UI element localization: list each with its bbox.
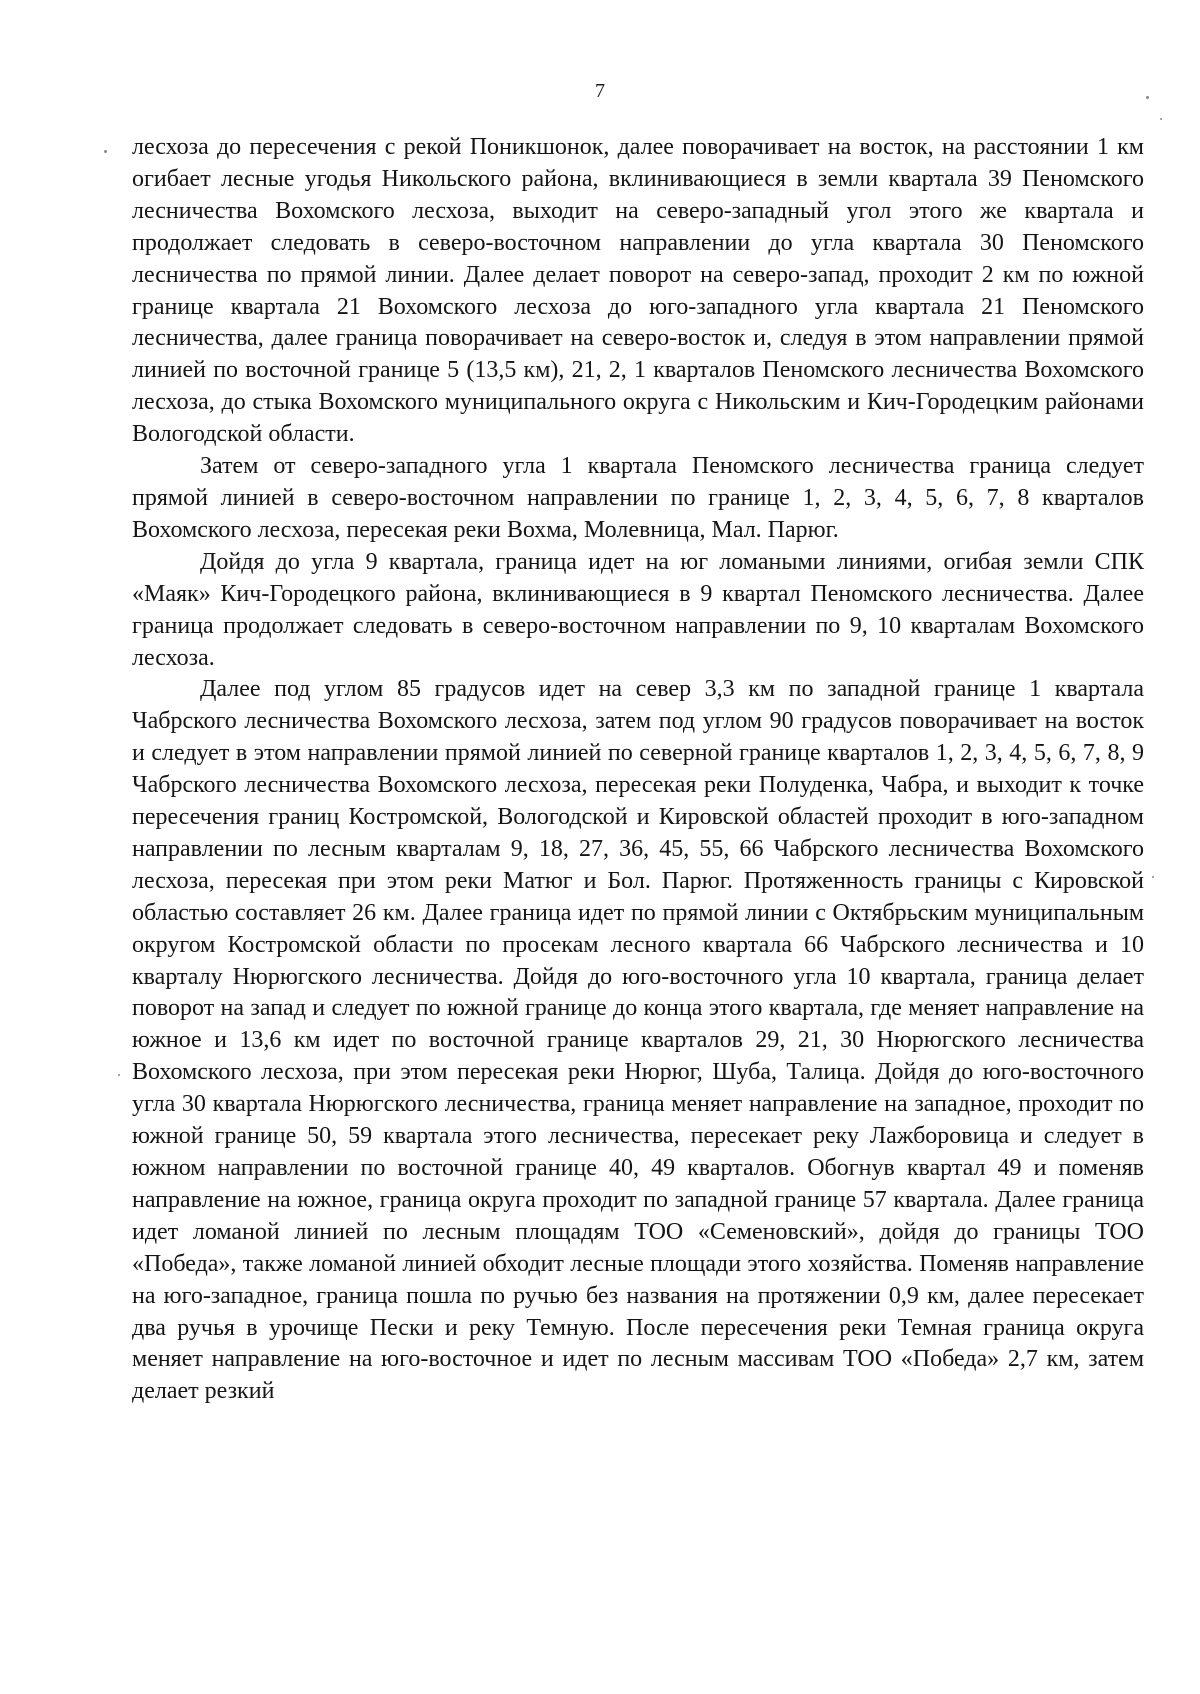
scan-speck	[104, 150, 107, 153]
page-number: 7	[595, 80, 605, 102]
paragraph: Затем от северо-западного угла 1 квартала Пеномского лесничества граница следует прямой линией в северо-восточном направлении по границе 1, 2, 3, 4, 5, 6, 7, 8 кварталов Вохомского лесхоза, пересекая реки Вохма, Молевница, Мал. Парюг.	[132, 453, 1144, 543]
scan-speck	[1146, 96, 1149, 99]
scan-speck	[118, 1074, 120, 1076]
scan-speck	[1160, 118, 1162, 120]
scan-speck	[1152, 876, 1154, 878]
paragraph: Дойдя до угла 9 квартала, граница идет на юг ломаными линиями, огибая земли СПК «Маяк» Кич-Городецкого района, вклинивающиеся в 9 квартал Пеномского лесничества. Далее граница продолжает следовать в северо-восточном направлении по 9, 10 кварталам Вохомского лесхоза.	[132, 548, 1144, 671]
paragraph: Далее под углом 85 градусов идет на север 3,3 км по западной границе 1 квартала Чабрского лесничества Вохомского лесхоза, затем под углом 90 градусов поворачивает на восток и следует в этом направлении прямой линией по северной границе кварталов 1, 2, 3, 4, 5, 6, 7, 8, 9 Чабрского лесничества Вохомского лесхоза, пересекая реки Полуденка, Чабра, и выходит к точке пересечения границ Костромской, Вологодской и Кировской областей проходит в юго-западном направлении по лесным кварталам 9, 18, 27, 36, 45, 55, 66 Чабрского лесничества Вохомского лесхоза, пересекая при этом реки Матюг и Бол. Парюг. Протяженность границы с Кировской областью составляет 26 км. Далее граница идет по прямой линии с Октябрьским муниципальным округом Костромской области по просекам лесного квартала 66 Чабрского лесничества и 10 кварталу Нюрюгского лесничества. Дойдя до юго-восточного угла 10 квартала, граница делает поворот на запад и следует по южной границе до конца этого квартала, где меняет направление на южное и 13,6 км идет по восточной границе кварталов 29, 21, 30 Нюрюгского лесничества Вохомского лесхоза, при этом пересекая реки Нюрюг, Шуба, Талица. Дойдя до юго-восточного угла 30 квартала Нюрюгского лесничества, граница меняет направление на западное, проходит по южной границе 50, 59 квартала этого лесничества, пересекает реку Лажборовица и следует в южном направлении по восточной границе 40, 49 кварталов. Обогнув квартал 49 и поменяв направление на южное, граница округа проходит по западной границе 57 квартала. Далее граница идет ломаной линией по лесным площадям ТОО «Семеновский», дойдя до границы ТОО «Победа», также ломаной линией обходит лесные площади этого хозяйства. Поменяв направление на юго-западное, граница пошла по ручью без названия на протяжении 0,9 км, далее пересекает два ручья в урочище Пески и реку Темную. После пересечения реки Темная граница округа меняет направление на юго-восточное и идет по лесным массивам ТОО «Победа» 2,7 км, затем делает резкий	[132, 676, 1144, 1405]
body-text	[132, 132, 1144, 1408]
paragraph: лесхоза до пересечения с рекой Поникшонок, далее поворачивает на восток, на расстоянии 1 км огибает лесные угодья Никольского района, вклинивающиеся в земли квартала 39 Пеномского лесничества Вохомского лесхоза, выходит на северо-западный угол этого же квартала и продолжает следовать в северо-восточном направлении до угла квартала 30 Пеномского лесничества по прямой линии. Далее делает поворот на северо-запад, проходит 2 км по южной границе квартала 21 Вохомского лесхоза до юго-западного угла квартала 21 Пеномского лесничества, далее граница поворачивает на северо-восток и, следуя в этом направлении прямой линией по восточной границе 5 (13,5 км), 21, 2, 1 кварталов Пеномского лесничества Вохомского лесхоза, до стыка Вохомского муниципального округа с Никольским и Кич-Городецким районами Вологодской области.	[132, 134, 1144, 448]
